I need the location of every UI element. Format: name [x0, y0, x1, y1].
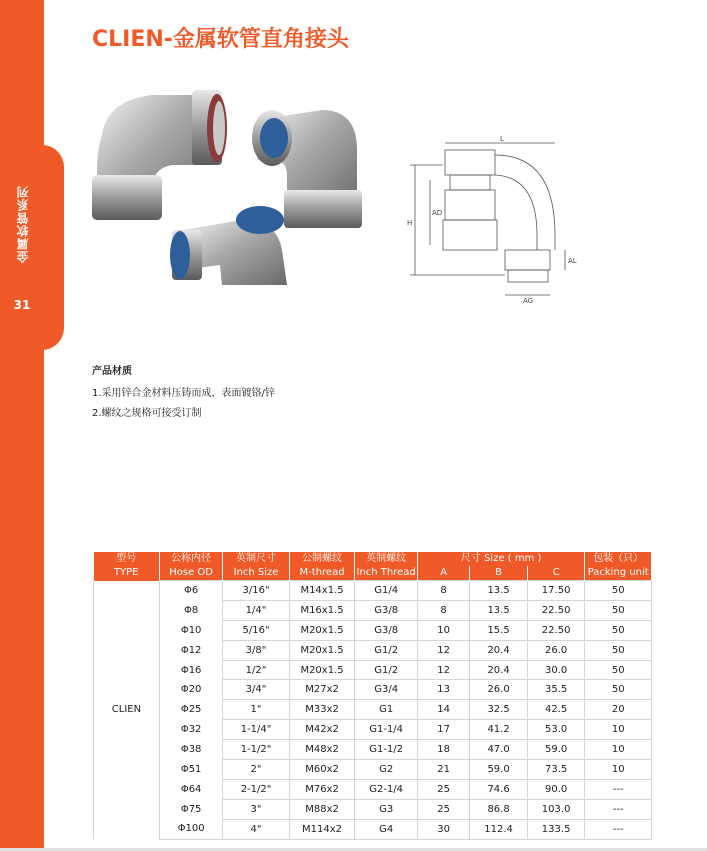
table-cell: 41.2	[470, 720, 528, 740]
header-inch-thread: 英制螺纹 Inch Thread	[355, 552, 418, 581]
table-cell: M20x1.5	[289, 640, 355, 660]
table-row	[94, 760, 652, 780]
table-cell: 2"	[223, 760, 289, 780]
table-cell: M114x2	[289, 819, 355, 839]
table-cell: 10	[585, 720, 652, 740]
table-cell: 10	[585, 740, 652, 760]
table-cell: Φ20	[159, 680, 222, 700]
table-cell: G1-1/2	[355, 740, 418, 760]
table-cell: G3/8	[355, 600, 418, 620]
product-photos	[92, 80, 372, 290]
table-cell: 14	[417, 700, 469, 720]
header-b: B	[470, 566, 528, 581]
drawing-label-h: H	[407, 219, 413, 227]
table-cell: 22.50	[527, 600, 585, 620]
table-cell: 1-1/4"	[223, 720, 289, 740]
table-cell: 112.4	[470, 819, 528, 839]
table-cell: Φ6	[159, 581, 222, 601]
table-cell: 18	[417, 740, 469, 760]
table-cell: 1/2"	[223, 660, 289, 680]
table-cell: 32.5	[470, 700, 528, 720]
table-cell: M88x2	[289, 799, 355, 819]
table-cell: 30.0	[527, 660, 585, 680]
page-title: CLIEN-金属软管直角接头	[92, 27, 349, 52]
elbow-photo-small	[170, 206, 287, 285]
table-cell: 3/8"	[223, 640, 289, 660]
table-cell: 1"	[223, 700, 289, 720]
table-row	[94, 700, 652, 720]
material-heading: 产品材质	[92, 366, 132, 377]
table-cell: 22.50	[527, 620, 585, 640]
table-cell: 20	[585, 700, 652, 720]
table-cell: Φ8	[159, 600, 222, 620]
header-a: A	[417, 566, 469, 581]
table-cell: 26.0	[527, 640, 585, 660]
table-cell: 13.5	[470, 581, 528, 601]
table-cell: 17.50	[527, 581, 585, 601]
table-cell: M16x1.5	[289, 600, 355, 620]
table-cell: 59.0	[470, 760, 528, 780]
table-cell: M48x2	[289, 740, 355, 760]
spec-table	[93, 552, 652, 840]
table-cell: 10	[585, 760, 652, 780]
elbow-photo-large	[92, 90, 227, 220]
table-cell: 47.0	[470, 740, 528, 760]
table-cell: G3/4	[355, 680, 418, 700]
table-cell: 1-1/2"	[223, 740, 289, 760]
drawing-label-ad: AD	[432, 209, 443, 217]
table-cell: M33x2	[289, 700, 355, 720]
table-row	[94, 600, 652, 620]
table-cell: G2	[355, 760, 418, 780]
table-cell: 30	[417, 819, 469, 839]
table-cell: ---	[585, 779, 652, 799]
drawing-label-al: AL	[568, 257, 577, 265]
table-cell: 25	[417, 779, 469, 799]
table-row	[94, 680, 652, 700]
table-cell: Φ100	[159, 819, 222, 839]
header-hose-od: 公称内径 Hose OD	[159, 552, 222, 581]
table-cell: 73.5	[527, 760, 585, 780]
table-cell: 3/4"	[223, 680, 289, 700]
table-cell: 42.5	[527, 700, 585, 720]
header-packing: 包装（只） Packing unit	[585, 552, 652, 581]
table-cell: G1/4	[355, 581, 418, 601]
table-cell: 133.5	[527, 819, 585, 839]
type-cell: CLIEN	[94, 581, 160, 840]
table-cell: G3/8	[355, 620, 418, 640]
table-cell: 86.8	[470, 799, 528, 819]
table-cell: M14x1.5	[289, 581, 355, 601]
table-cell: 17	[417, 720, 469, 740]
table-cell: G1-1/4	[355, 720, 418, 740]
table-row	[94, 660, 652, 680]
table-cell: M42x2	[289, 720, 355, 740]
table-cell: ---	[585, 819, 652, 839]
table-cell: Φ16	[159, 660, 222, 680]
table-cell: 59.0	[527, 740, 585, 760]
table-cell: Φ10	[159, 620, 222, 640]
table-cell: 50	[585, 660, 652, 680]
table-row	[94, 581, 652, 601]
table-cell: Φ38	[159, 740, 222, 760]
drawing-label-l: L	[500, 135, 504, 143]
table-cell: 50	[585, 640, 652, 660]
header-inch-size: 英制尺寸 Inch Size	[223, 552, 289, 581]
table-cell: Φ51	[159, 760, 222, 780]
table-cell: 103.0	[527, 799, 585, 819]
header-c: C	[527, 566, 585, 581]
table-cell: 50	[585, 600, 652, 620]
table-row	[94, 620, 652, 640]
table-cell: 13	[417, 680, 469, 700]
table-cell: M60x2	[289, 760, 355, 780]
table-cell: Φ25	[159, 700, 222, 720]
table-cell: 50	[585, 620, 652, 640]
table-cell: 53.0	[527, 720, 585, 740]
material-line: 1.采用锌合金材料压铸而成，表面镀铬/锌	[92, 388, 275, 399]
table-cell: M27x2	[289, 680, 355, 700]
table-cell: 26.0	[470, 680, 528, 700]
table-cell: Φ12	[159, 640, 222, 660]
table-cell: G1/2	[355, 660, 418, 680]
table-row	[94, 640, 652, 660]
table-row	[94, 779, 652, 799]
table-cell: G1	[355, 700, 418, 720]
table-cell: 8	[417, 581, 469, 601]
table-row	[94, 720, 652, 740]
table-cell: M20x1.5	[289, 620, 355, 640]
table-cell: ---	[585, 799, 652, 819]
table-cell: 8	[417, 600, 469, 620]
table-cell: 21	[417, 760, 469, 780]
table-row	[94, 740, 652, 760]
dimension-drawing	[405, 135, 590, 305]
table-cell: M76x2	[289, 779, 355, 799]
table-cell: 13.5	[470, 600, 528, 620]
table-cell: Φ32	[159, 720, 222, 740]
side-tab	[30, 145, 64, 350]
table-cell: G4	[355, 819, 418, 839]
table-cell: M20x1.5	[289, 660, 355, 680]
series-label: 金属软管系列	[16, 185, 30, 263]
table-cell: 50	[585, 581, 652, 601]
header-size: 尺寸 Size ( mm )	[417, 552, 584, 566]
table-cell: 2-1/2"	[223, 779, 289, 799]
header-m-thread: 公制螺纹 M-thread	[289, 552, 355, 581]
table-cell: 35.5	[527, 680, 585, 700]
header-type: 型号 TYPE	[94, 552, 160, 581]
table-cell: 20.4	[470, 640, 528, 660]
table-cell: G2-1/4	[355, 779, 418, 799]
table-cell: 1/4"	[223, 600, 289, 620]
table-cell: 50	[585, 680, 652, 700]
table-cell: 90.0	[527, 779, 585, 799]
table-cell: 4"	[223, 819, 289, 839]
table-row	[94, 799, 652, 819]
table-cell: 10	[417, 620, 469, 640]
table-cell: 74.6	[470, 779, 528, 799]
table-cell: 25	[417, 799, 469, 819]
table-cell: 12	[417, 640, 469, 660]
company-name: Dongguan Chaoli Machinery Technology Co., Ltd.	[27, 570, 40, 840]
table-cell: Φ75	[159, 799, 222, 819]
drawing-label-ag: AG	[523, 297, 534, 305]
table-cell: G1/2	[355, 640, 418, 660]
page-number: 31	[13, 298, 31, 312]
table-cell: G3	[355, 799, 418, 819]
table-cell: Φ64	[159, 779, 222, 799]
table-row	[94, 819, 652, 839]
table-cell: 3"	[223, 799, 289, 819]
table-cell: 3/16"	[223, 581, 289, 601]
table-cell: 20.4	[470, 660, 528, 680]
material-line: 2.螺纹之规格可接受订制	[92, 408, 202, 419]
table-cell: 5/16"	[223, 620, 289, 640]
table-cell: 15.5	[470, 620, 528, 640]
table-cell: 12	[417, 660, 469, 680]
